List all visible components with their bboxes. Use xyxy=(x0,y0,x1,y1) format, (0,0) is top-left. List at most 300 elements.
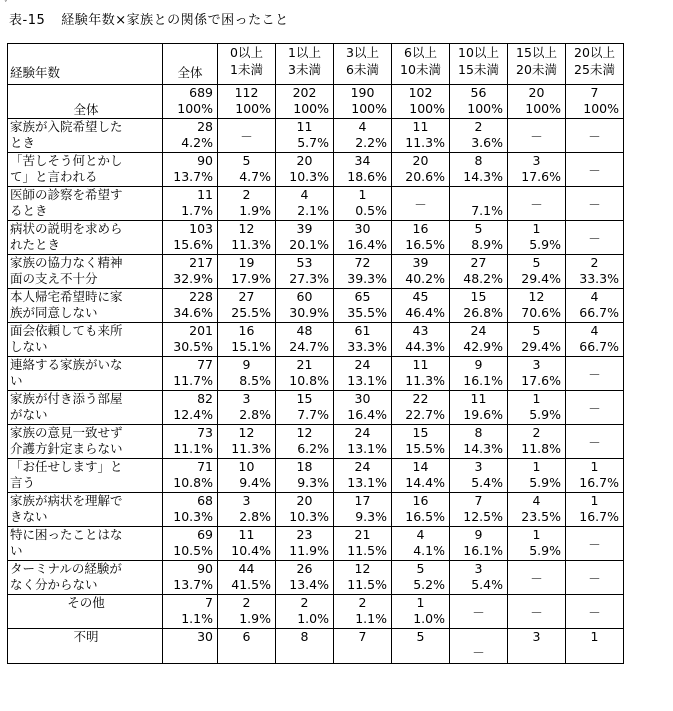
cell-percent: 1.9% xyxy=(239,203,271,218)
data-cell xyxy=(392,289,450,323)
cell-percent: 13.7% xyxy=(173,577,213,592)
row-label-line: 「苦しそう何とかし xyxy=(10,153,123,168)
cell-percent: 5.9% xyxy=(529,543,561,558)
cell-count: 4 xyxy=(416,527,425,542)
cell-percent: 11.5% xyxy=(347,543,387,558)
cell-count: 82 xyxy=(197,391,213,406)
row-label-line: 家族が付き添う部屋 xyxy=(10,391,123,406)
cell-count: 202 xyxy=(292,85,317,100)
cell-count: 217 xyxy=(189,255,213,270)
cell-percent: 11.3% xyxy=(231,441,271,456)
dash-mark: － xyxy=(530,197,543,212)
data-cell xyxy=(392,85,450,119)
col-header: 6以上 10未満 xyxy=(392,44,450,85)
cell-count: 53 xyxy=(296,255,313,270)
cell-percent: 14.3% xyxy=(463,441,503,456)
data-cell xyxy=(566,153,624,187)
col-header: 20以上 25未満 xyxy=(566,44,624,85)
data-cell xyxy=(276,425,334,459)
data-cell xyxy=(450,561,508,595)
data-cell xyxy=(450,255,508,289)
cell-percent: 100% xyxy=(525,101,561,116)
dash-mark: － xyxy=(530,571,543,586)
cell-percent: 16.7% xyxy=(579,509,619,524)
data-cell xyxy=(218,391,276,425)
cell-percent: 5.9% xyxy=(529,407,561,422)
data-cell xyxy=(276,595,334,629)
cell-percent: 7.7% xyxy=(297,407,329,422)
data-cell xyxy=(334,561,392,595)
data-cell xyxy=(450,187,508,221)
cell-percent: 22.7% xyxy=(405,407,445,422)
cell-percent: 16.5% xyxy=(405,237,445,252)
table-row xyxy=(8,493,624,527)
cell-count: 12 xyxy=(238,425,255,440)
cell-percent: 1.7% xyxy=(181,203,213,218)
cell-count: 26 xyxy=(296,561,313,576)
data-cell xyxy=(392,119,450,153)
cell-percent: 25.5% xyxy=(231,305,271,320)
cell-percent: 2.2% xyxy=(355,135,387,150)
data-cell xyxy=(566,187,624,221)
row-label-header: 経験年数 xyxy=(8,44,163,85)
data-cell xyxy=(218,221,276,255)
cell-count: 27 xyxy=(238,289,255,304)
data-cell xyxy=(218,357,276,391)
dash-mark: － xyxy=(588,367,601,382)
data-cell xyxy=(334,459,392,493)
data-cell xyxy=(450,459,508,493)
cell-percent: 32.9% xyxy=(173,271,213,286)
cell-count: 77 xyxy=(197,357,213,372)
cell-percent: 40.2% xyxy=(405,271,445,286)
cell-count: 5 xyxy=(532,255,541,270)
cell-count: 18 xyxy=(296,459,313,474)
cell-count: 15 xyxy=(470,289,487,304)
col-total-header: 全体 xyxy=(163,44,218,85)
data-cell xyxy=(334,187,392,221)
row-label xyxy=(8,289,163,323)
data-cell xyxy=(334,527,392,561)
cell-count: 12 xyxy=(296,425,313,440)
data-cell xyxy=(508,527,566,561)
cell-percent: 15.5% xyxy=(405,441,445,456)
cell-count: 1 xyxy=(416,595,425,610)
cell-count: 28 xyxy=(197,119,213,134)
row-label: 不明 xyxy=(8,629,163,664)
dash-mark: － xyxy=(588,605,601,620)
cell-percent: 2.1% xyxy=(297,203,329,218)
data-cell xyxy=(508,629,566,664)
cell-percent: 11.1% xyxy=(173,441,213,456)
cell-count: 12 xyxy=(354,561,371,576)
cell-count: 24 xyxy=(354,357,371,372)
dash-mark: － xyxy=(240,129,253,144)
cell-percent: 1.0% xyxy=(297,611,329,626)
cell-count: 39 xyxy=(296,221,313,236)
data-cell xyxy=(392,561,450,595)
cell-percent: 10.5% xyxy=(173,543,213,558)
cell-count: 11 xyxy=(412,357,429,372)
row-label-line: るとき xyxy=(10,203,48,218)
cell-count: 17 xyxy=(354,493,371,508)
cell-count: 2 xyxy=(242,595,251,610)
data-cell xyxy=(334,153,392,187)
data-cell xyxy=(334,425,392,459)
data-cell xyxy=(163,595,218,629)
cell-count: 3 xyxy=(474,561,483,576)
row-label xyxy=(8,187,163,221)
cell-count: 2 xyxy=(300,595,309,610)
cell-count: 1 xyxy=(358,187,367,202)
data-cell xyxy=(392,221,450,255)
data-cell xyxy=(508,493,566,527)
row-label-line: て」と言われる xyxy=(10,169,98,184)
row-label-line: 言う xyxy=(10,475,36,490)
cell-count: 3 xyxy=(242,391,251,406)
row-label-line: 介護方針定まらない xyxy=(10,441,123,456)
dash-mark: － xyxy=(588,435,601,450)
cell-percent: 100% xyxy=(351,101,387,116)
cell-percent: 13.1% xyxy=(347,441,387,456)
data-cell xyxy=(276,289,334,323)
row-label xyxy=(8,425,163,459)
table-row xyxy=(8,561,624,595)
row-label-line: きない xyxy=(10,509,48,524)
cell-percent: 17.9% xyxy=(231,271,271,286)
data-cell xyxy=(163,561,218,595)
cell-count: 27 xyxy=(470,255,487,270)
data-cell xyxy=(392,595,450,629)
row-label-line: れたとき xyxy=(10,237,61,252)
cell-count: 1 xyxy=(532,527,541,542)
row-label-line: しない xyxy=(10,339,48,354)
data-cell xyxy=(566,459,624,493)
data-cell xyxy=(163,391,218,425)
row-label xyxy=(8,561,163,595)
cell-percent: 5.2% xyxy=(413,577,445,592)
row-label-line: 面会依頼しても来所 xyxy=(10,323,123,338)
cell-percent: 8.9% xyxy=(471,237,503,252)
cell-count: 6 xyxy=(242,629,251,644)
data-cell xyxy=(334,119,392,153)
row-label xyxy=(8,221,163,255)
data-cell xyxy=(566,255,624,289)
cell-count: 2 xyxy=(474,119,483,134)
data-cell xyxy=(450,595,508,629)
data-cell xyxy=(450,425,508,459)
cell-count: 69 xyxy=(197,527,213,542)
data-cell xyxy=(566,425,624,459)
cell-count: 30 xyxy=(354,391,371,406)
cell-percent: 11.7% xyxy=(173,373,213,388)
cell-percent: 4.2% xyxy=(181,135,213,150)
cell-count: 24 xyxy=(470,323,487,338)
dash-mark: － xyxy=(588,197,601,212)
row-label-line: い xyxy=(10,543,23,558)
dash-mark: － xyxy=(588,231,601,246)
table-row xyxy=(8,153,624,187)
table-row xyxy=(8,425,624,459)
cell-count: 190 xyxy=(350,85,375,100)
cell-count: 34 xyxy=(354,153,371,168)
data-cell xyxy=(276,459,334,493)
cell-percent: 10.8% xyxy=(289,373,329,388)
row-label: 全体 xyxy=(8,85,163,119)
row-label-line: がない xyxy=(10,407,48,422)
data-cell xyxy=(450,153,508,187)
cell-percent: 29.4% xyxy=(521,271,561,286)
cell-percent: 1.0% xyxy=(413,611,445,626)
cell-count: 24 xyxy=(354,459,371,474)
cell-count: 228 xyxy=(189,289,213,304)
cell-count: 15 xyxy=(412,425,429,440)
dash-mark: － xyxy=(588,401,601,416)
data-cell xyxy=(276,561,334,595)
cell-count: 102 xyxy=(408,85,433,100)
cell-percent: 20.6% xyxy=(405,169,445,184)
data-cell xyxy=(566,629,624,664)
cell-percent: 44.3% xyxy=(405,339,445,354)
data-cell xyxy=(566,323,624,357)
cell-count: 22 xyxy=(412,391,429,406)
data-cell xyxy=(163,357,218,391)
cell-percent: 30.5% xyxy=(173,339,213,354)
data-cell xyxy=(508,391,566,425)
row-label-line: 連絡する家族がいな xyxy=(10,357,123,372)
data-cell xyxy=(392,187,450,221)
cell-count: 9 xyxy=(474,357,483,372)
cell-percent: 10.3% xyxy=(289,509,329,524)
table-row xyxy=(8,527,624,561)
table-caption: 経験年数×家族との関係で困ったこと xyxy=(61,13,289,28)
row-label-line: 家族の意見一致せず xyxy=(10,425,123,440)
cell-count: 9 xyxy=(242,357,251,372)
data-cell xyxy=(508,255,566,289)
cell-count: 2 xyxy=(242,187,251,202)
data-cell xyxy=(392,493,450,527)
cell-count: 201 xyxy=(189,323,213,338)
data-cell xyxy=(566,595,624,629)
data-cell xyxy=(450,357,508,391)
cell-percent: 14.3% xyxy=(463,169,503,184)
row-label-line: 家族が病状を理解で xyxy=(10,493,123,508)
cell-count: 90 xyxy=(197,153,213,168)
dash-mark: － xyxy=(472,605,485,620)
cell-percent: 19.6% xyxy=(463,407,503,422)
cell-percent: 10.4% xyxy=(231,543,271,558)
cell-count: 689 xyxy=(189,85,213,100)
cell-percent: 14.4% xyxy=(405,475,445,490)
cell-percent: 16.5% xyxy=(405,509,445,524)
row-label-line: 面の支え不十分 xyxy=(10,271,98,286)
data-cell xyxy=(334,493,392,527)
cell-percent: 70.6% xyxy=(521,305,561,320)
cell-percent: 13.4% xyxy=(289,577,329,592)
cell-percent: 11.8% xyxy=(521,441,561,456)
cell-count: 3 xyxy=(532,153,541,168)
data-cell xyxy=(218,629,276,664)
cell-count: 5 xyxy=(474,221,483,236)
data-cell xyxy=(276,629,334,664)
cell-percent: 16.1% xyxy=(463,543,503,558)
cell-count: 20 xyxy=(296,153,313,168)
cell-percent: 5.9% xyxy=(529,237,561,252)
cell-count: 4 xyxy=(532,493,541,508)
cell-percent: 29.4% xyxy=(521,339,561,354)
row-label-line: 家族が入院希望した xyxy=(10,119,123,134)
cell-percent: 33.3% xyxy=(347,339,387,354)
cell-count: 68 xyxy=(197,493,213,508)
data-cell xyxy=(508,289,566,323)
cell-percent: 12.5% xyxy=(463,509,503,524)
data-cell xyxy=(508,119,566,153)
data-cell xyxy=(392,153,450,187)
cell-percent: 100% xyxy=(177,101,213,116)
row-label xyxy=(8,527,163,561)
cell-count: 7 xyxy=(590,85,599,100)
cell-percent: 20.1% xyxy=(289,237,329,252)
cell-count: 16 xyxy=(238,323,255,338)
data-cell xyxy=(218,119,276,153)
data-cell xyxy=(508,459,566,493)
cell-percent: 16.7% xyxy=(579,475,619,490)
data-cell xyxy=(392,255,450,289)
cell-count: 3 xyxy=(474,459,483,474)
cell-percent: 15.1% xyxy=(231,339,271,354)
data-cell xyxy=(218,561,276,595)
cell-count: 8 xyxy=(474,153,483,168)
cell-count: 4 xyxy=(590,323,599,338)
cell-percent: 18.6% xyxy=(347,169,387,184)
data-cell xyxy=(566,119,624,153)
data-cell xyxy=(450,391,508,425)
cell-count: 71 xyxy=(197,459,213,474)
data-cell xyxy=(218,289,276,323)
data-cell xyxy=(163,459,218,493)
data-cell xyxy=(508,561,566,595)
cell-count: 30 xyxy=(197,629,213,644)
cell-count: 65 xyxy=(354,289,371,304)
data-cell xyxy=(392,425,450,459)
row-label xyxy=(8,459,163,493)
cell-count: 60 xyxy=(296,289,313,304)
data-cell xyxy=(508,187,566,221)
data-cell xyxy=(392,323,450,357)
data-cell xyxy=(566,357,624,391)
data-cell xyxy=(566,221,624,255)
row-label xyxy=(8,595,163,629)
cell-count: 44 xyxy=(238,561,255,576)
data-cell xyxy=(163,153,218,187)
data-cell xyxy=(276,187,334,221)
data-cell xyxy=(392,629,450,664)
cell-percent: 5.4% xyxy=(471,577,503,592)
data-cell xyxy=(450,629,508,664)
cell-percent: 13.1% xyxy=(347,373,387,388)
cell-percent: 0.5% xyxy=(355,203,387,218)
cell-percent: 1.9% xyxy=(239,611,271,626)
data-cell xyxy=(218,85,276,119)
cell-percent: 7.1% xyxy=(471,203,503,218)
data-cell xyxy=(218,493,276,527)
cell-percent: 10.3% xyxy=(289,169,329,184)
table-row xyxy=(8,85,624,119)
cell-percent: 27.3% xyxy=(289,271,329,286)
cell-percent: 11.3% xyxy=(405,373,445,388)
data-cell xyxy=(163,187,218,221)
data-cell xyxy=(508,85,566,119)
data-cell xyxy=(218,255,276,289)
cell-percent: 100% xyxy=(409,101,445,116)
cell-percent: 66.7% xyxy=(579,305,619,320)
data-cell xyxy=(450,85,508,119)
data-cell xyxy=(334,221,392,255)
cell-count: 15 xyxy=(296,391,313,406)
dash-mark: － xyxy=(472,645,485,660)
cell-percent: 11.9% xyxy=(289,543,329,558)
table-row xyxy=(8,323,624,357)
data-cell xyxy=(392,459,450,493)
cell-count: 43 xyxy=(412,323,429,338)
table-row xyxy=(8,187,624,221)
row-label xyxy=(8,119,163,153)
table-row xyxy=(8,459,624,493)
table-row xyxy=(8,629,624,664)
row-label-line: その他 xyxy=(67,595,105,610)
cell-count: 20 xyxy=(412,153,429,168)
data-cell xyxy=(276,527,334,561)
data-cell xyxy=(508,595,566,629)
cell-percent: 30.9% xyxy=(289,305,329,320)
cell-count: 45 xyxy=(412,289,429,304)
data-cell xyxy=(218,527,276,561)
cell-percent: 46.4% xyxy=(405,305,445,320)
cell-count: 19 xyxy=(238,255,255,270)
cell-count: 1 xyxy=(532,391,541,406)
cell-count: 11 xyxy=(238,527,255,542)
cell-count: 11 xyxy=(412,119,429,134)
cell-count: 3 xyxy=(532,357,541,372)
data-cell xyxy=(163,425,218,459)
corner-mark: ˇ xyxy=(4,0,8,8)
data-cell xyxy=(334,289,392,323)
cell-percent: 48.2% xyxy=(463,271,503,286)
cell-percent: 16.4% xyxy=(347,407,387,422)
cell-count: 5 xyxy=(532,323,541,338)
row-label-line: 特に困ったことはな xyxy=(10,527,123,542)
cell-percent: 16.4% xyxy=(347,237,387,252)
cell-count: 9 xyxy=(474,527,483,542)
data-cell xyxy=(566,527,624,561)
cell-percent: 12.4% xyxy=(173,407,213,422)
data-cell xyxy=(276,153,334,187)
cell-count: 73 xyxy=(197,425,213,440)
row-label-line: とき xyxy=(10,135,36,150)
cell-percent: 16.1% xyxy=(463,373,503,388)
data-cell xyxy=(566,493,624,527)
dash-mark: － xyxy=(588,571,601,586)
cell-percent: 17.6% xyxy=(521,373,561,388)
table-row xyxy=(8,357,624,391)
cell-percent: 11.3% xyxy=(231,237,271,252)
cell-percent: 34.6% xyxy=(173,305,213,320)
cell-percent: 10.3% xyxy=(173,509,213,524)
data-cell xyxy=(566,561,624,595)
cell-percent: 26.8% xyxy=(463,305,503,320)
data-cell xyxy=(218,323,276,357)
data-cell xyxy=(566,289,624,323)
